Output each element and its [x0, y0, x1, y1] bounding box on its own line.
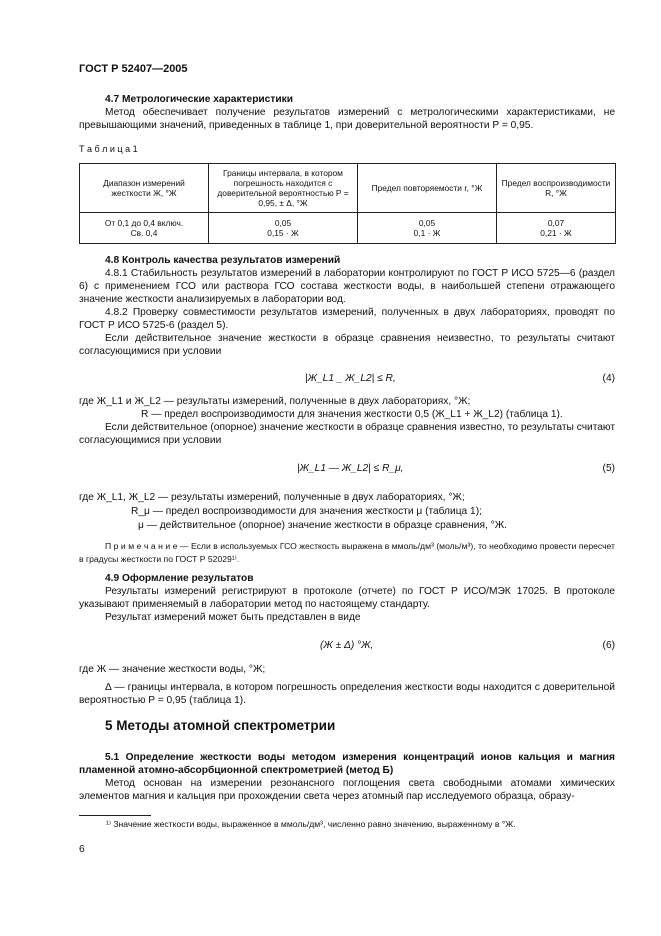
section-4-7-title: 4.7 Метрологические характеристики	[105, 94, 293, 105]
table-cell-line: Св. 0,4	[130, 228, 158, 238]
section-4-9-text-2: Результат измерений может быть представлен в виде	[105, 612, 361, 623]
table-header-cell: Предел воспроизводимости R, °Ж	[497, 164, 616, 213]
footnote: ¹⁾ Значение жесткости воды, выраженное в ммоль/дм³, численно равно значению, выраженному в °Ж.	[106, 819, 516, 829]
footnote-rule	[79, 815, 151, 816]
equation-5-number: (5)	[602, 463, 615, 474]
section-5-1-text: Метод основан на измерении резонансного поглощения света свободными атомами химических элементов магния и кальция при прохождении света через атомный пар исследуемого образца, образу-	[79, 778, 615, 802]
section-4-8-title: 4.8 Контроль качества результатов измерений	[105, 255, 341, 266]
section-4-9-text-1: Результаты измерений регистрируют в протоколе (отчете) по ГОСТ Р ИСО/МЭК 17025. В протоколе указывают применяемый в лаборатории метод по настоящему стандарту.	[79, 586, 615, 610]
section-5-1-title: 5.1 Определение жесткости воды методом измерения концентраций ионов кальция и магния пламенной атомно-абсорбционной спектрометрией (метод Б)	[79, 752, 615, 776]
equation-5-where-2: R_μ — предел воспроизводимости для значения жесткости μ (таблица 1);	[131, 506, 482, 517]
table-header-cell: Предел повторяемости r, °Ж	[358, 164, 497, 213]
equation-4-where-1: где Ж_L1 и Ж_L2 — результаты измерений, полученные в двух лабораториях, °Ж;	[79, 396, 471, 407]
table-cell-line: 0,21 · Ж	[540, 228, 572, 238]
section-4-8-2-text: 4.8.2 Проверку совместимости результатов измерений, полученных в двух лабораториях, проводят по ГОСТ Р ИСО 5725-6 (раздел 5).	[79, 307, 615, 331]
section-5-title: 5 Методы атомной спектрометрии	[105, 718, 336, 733]
note: П р и м е ч а н и е — Если в используемых ГСО жесткость выражена в ммоль/дм³ (моль/м³), то необходимо провести пересчет в градусы жесткости по ГОСТ Р 52029¹⁾.	[79, 541, 615, 564]
table-cell-line: 0,05	[418, 218, 436, 228]
equation-6-where-2: Δ — границы интервала, в котором погрешность определения жесткости воды находится с доверительной вероятностью P = 0,95 (таблица 1).	[79, 682, 615, 706]
section-4-8-text-2: Если действительное (опорное) значение жесткости в образце сравнения известно, то результаты считают согласующимися при условии	[79, 422, 615, 446]
equation-5: |Ж_L1 — Ж_L2| ≤ R_μ,	[297, 463, 404, 474]
equation-5-where-1: где Ж_L1, Ж_L2 — результаты измерений, полученные в двух лабораториях, °Ж;	[79, 492, 465, 503]
equation-4: |Ж_L1 _ Ж_L2| ≤ R,	[305, 373, 396, 384]
page-number: 6	[79, 844, 85, 855]
table-cell-line: 0,1 · Ж	[413, 228, 441, 238]
equation-4-number: (4)	[602, 373, 615, 384]
table-1	[79, 163, 616, 244]
table-cell	[209, 213, 358, 244]
table-cell-line: 0,15 · Ж	[267, 228, 299, 238]
table-cell	[497, 213, 616, 244]
table-caption: Т а б л и ц а 1	[79, 144, 138, 154]
section-4-8-1-text: 4.8.1 Стабильность результатов измерений в лаборатории контролируют по ГОСТ Р ИСО 5725—6 (раздел 6) с применением ГСО или раствора ГСО состава жесткости воды, в наибольшей степени отражающего значение жесткости анализируемых в лаборатории вод.	[79, 268, 615, 305]
table-cell-line: 0,05	[274, 218, 292, 228]
table-cell	[80, 213, 209, 244]
table-header-cell: Диапазон измерений жесткости Ж, °Ж	[80, 164, 209, 213]
table-cell-line: От 0,1 до 0,4 включ.	[104, 218, 184, 228]
table-cell-line: 0,07	[547, 218, 565, 228]
equation-6: (Ж ± Δ) °Ж,	[320, 640, 374, 651]
equation-6-number: (6)	[602, 640, 615, 651]
document-header: ГОСТ Р 52407—2005	[79, 63, 188, 75]
equation-4-where-2: R — предел воспроизводимости для значения жесткости 0,5 (Ж_L1 + Ж_L2) (таблица 1).	[141, 409, 563, 420]
section-4-8-text: Если действительное значение жесткости в образце сравнения неизвестно, то результаты считают согласующимися при условии	[79, 333, 615, 357]
equation-5-where-3: μ — действительное (опорное) значение жесткости в образце сравнения, °Ж.	[138, 520, 507, 531]
section-4-9-title: 4.9 Оформление результатов	[105, 573, 254, 584]
section-4-7-text: Метод обеспечивает получение результатов измерений с метрологическими характеристиками, не превышающими значений, приведенных в таблице 1, при доверительной вероятности P = 0,95.	[79, 107, 615, 131]
table-cell	[358, 213, 497, 244]
equation-6-where-1: где Ж — значение жесткости воды, °Ж;	[79, 664, 266, 675]
table-header-cell: Границы интервала, в котором погрешность находится с доверительной вероятностью P = 0,95, ± Δ, °Ж	[209, 164, 358, 213]
